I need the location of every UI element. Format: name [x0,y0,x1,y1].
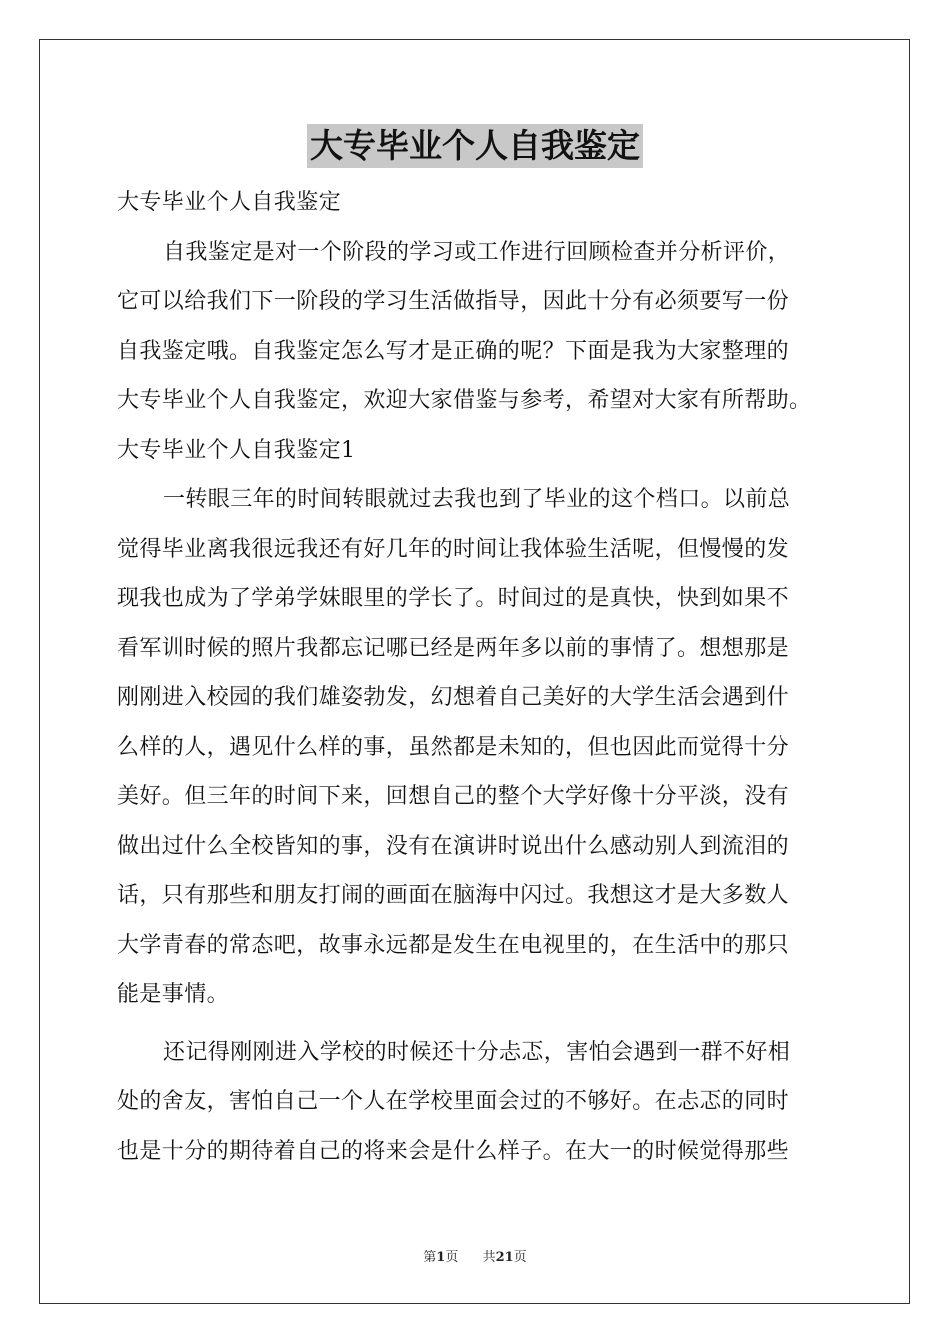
paragraph-line: 大专毕业个人自我鉴定，欢迎大家借鉴与参考，希望对大家有所帮助。 [117,388,812,413]
paragraph-line: 它可以给我们下一阶段的学习生活做指导，因此十分有必须要写一份 [117,289,790,314]
paragraph-line: 美好。但三年的时间下来，回想自己的整个大学好像十分平淡，没有 [117,784,790,809]
title-container [0,124,950,168]
paragraph-line: 觉得毕业离我很远我还有好几年的时间让我体验生活呢，但慢慢的发 [117,536,790,562]
paragraph-line: 还记得刚刚进入学校的时候还十分忐忑，害怕会遇到一群不好相 [163,1039,791,1065]
paragraph-line: 一转眼三年的时间转眼就过去我也到了毕业的这个档口。以前总 [163,487,791,512]
paragraph-line: 自我鉴定哦。自我鉴定怎么写才是正确的呢？下面是我为大家整理的 [117,338,790,364]
paragraph-line: 大学青春的常态吧，故事永远都是发生在电视里的，在生活中的那只 [117,932,790,958]
paragraph-line: 刚刚进入校园的我们雄姿勃发，幻想着自己美好的大学生活会遇到什 [117,685,790,710]
paragraph-line: 能是事情。 [117,982,230,1007]
page-footer [0,1246,950,1265]
paragraph-line: 话，只有那些和朋友打闹的画面在脑海中闪过。我想这才是大多数人 [117,883,790,908]
paragraph-line: 看军训时候的照片我都忘记哪已经是两年多以前的事情了。想想那是 [117,635,790,661]
total-prefix: 共 [482,1250,496,1265]
paragraph-line: 自我鉴定是对一个阶段的学习或工作进行回顾检查并分析评价， [163,239,791,265]
paragraph-gap [117,1020,837,1028]
paragraph-line: 也是十分的期待着自己的将来会是什么样子。在大一的时候觉得那些 [117,1138,790,1164]
total-suffix: 页 [513,1250,527,1265]
paragraph-line: 现我也成为了学弟学妹眼里的学长了。时间过的是真快，快到如果不 [117,586,790,611]
section-heading: 大专毕业个人自我鉴定1 [117,437,356,463]
document-subtitle: 大专毕业个人自我鉴定 [117,190,342,215]
document-title: 大专毕业个人自我鉴定 [307,124,643,168]
paragraph-line: 做出过什么全校皆知的事，没有在演讲时说出什么感动别人到流泪的 [117,833,790,859]
page-current-number: 1 [436,1250,446,1265]
paragraph-line: 么样的人，遇见什么样的事，虽然都是未知的，但也因此而觉得十分 [117,734,790,760]
document-body [117,178,837,1176]
paragraph-line: 处的舍友，害怕自己一个人在学校里面会过的不够好。在忐忑的同时 [117,1089,790,1114]
page-prefix: 第 [423,1250,437,1265]
intro-paragraph [117,228,837,426]
page-suffix: 页 [445,1250,459,1265]
paragraph-1 [117,475,837,1020]
paragraph-2 [117,1028,837,1177]
page-total-number: 21 [495,1250,514,1265]
